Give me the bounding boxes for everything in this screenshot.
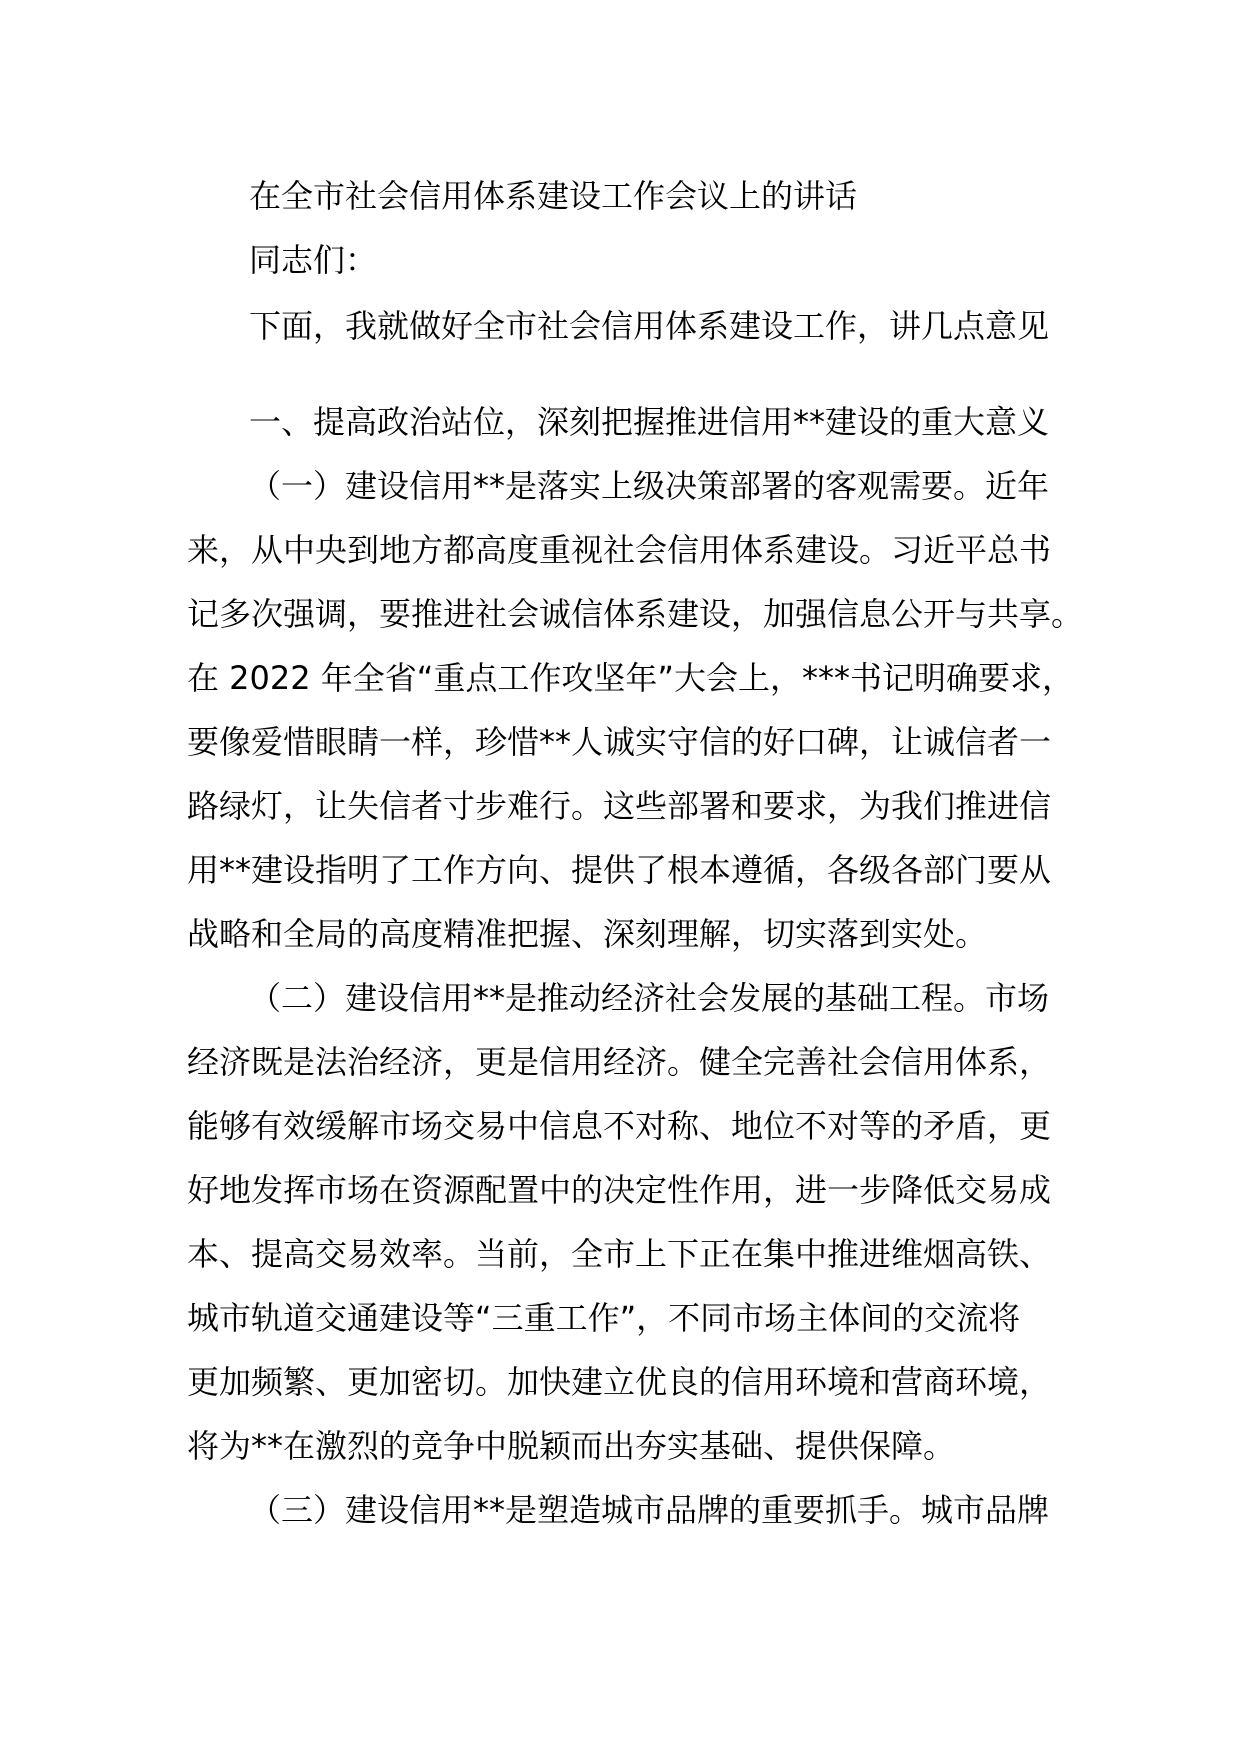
paragraph-line: 在 2022 年全省“重点工作攻坚年”大会上，***书记明确要求， (187, 659, 1074, 697)
paragraph-line: 城市轨道交通建设等“三重工作”，不同市场主体间的交流将 (187, 1299, 1021, 1337)
document-title: 在全市社会信用体系建设工作会议上的讲话 (249, 177, 858, 215)
paragraph-line: （三）建设信用**是塑造城市品牌的重要抓手。城市品牌 (249, 1491, 1050, 1529)
salutation: 同志们： (249, 241, 378, 279)
intro-paragraph: 下面，我就做好全市社会信用体系建设工作，讲几点意见 (249, 307, 1050, 345)
paragraph-line: 路绿灯，让失信者寸步难行。这些部署和要求，为我们推进信 (187, 787, 1052, 825)
paragraph-line: 本、提高交易效率。当前，全市上下正在集中推进维烟高铁、 (187, 1235, 1052, 1273)
paragraph-line: 用**建设指明了工作方向、提供了根本遵循，各级各部门要从 (187, 851, 1052, 889)
paragraph-line: 战略和全局的高度精准把握、深刻理解，切实落到实处。 (187, 915, 988, 953)
paragraph-line: 将为**在激烈的竞争中脱颖而出夯实基础、提供保障。 (187, 1427, 956, 1465)
paragraph-line: （二）建设信用**是推动经济社会发展的基础工程。市场 (249, 979, 1050, 1017)
section-heading: 一、提高政治站位，深刻把握推进信用**建设的重大意义 (249, 403, 1050, 441)
paragraph-line: 来，从中央到地方都高度重视社会信用体系建设。习近平总书 (187, 531, 1052, 569)
paragraph-line: （一）建设信用**是落实上级决策部署的客观需要。近年 (249, 467, 1050, 505)
paragraph-line: 要像爱惜眼睛一样，珍惜**人诚实守信的好口碑，让诚信者一 (187, 723, 1052, 761)
paragraph-line: 更加频繁、更加密切。加快建立优良的信用环境和营商环境， (187, 1363, 1052, 1401)
paragraph-line: 能够有效缓解市场交易中信息不对称、地位不对等的矛盾，更 (187, 1107, 1052, 1145)
paragraph-line: 好地发挥市场在资源配置中的决定性作用，进一步降低交易成 (187, 1171, 1052, 1209)
paragraph-line: 经济既是法治经济，更是信用经济。健全完善社会信用体系， (187, 1043, 1052, 1081)
paragraph-line: 记多次强调，要推进社会诚信体系建设，加强信息公开与共享。 (187, 595, 1084, 633)
